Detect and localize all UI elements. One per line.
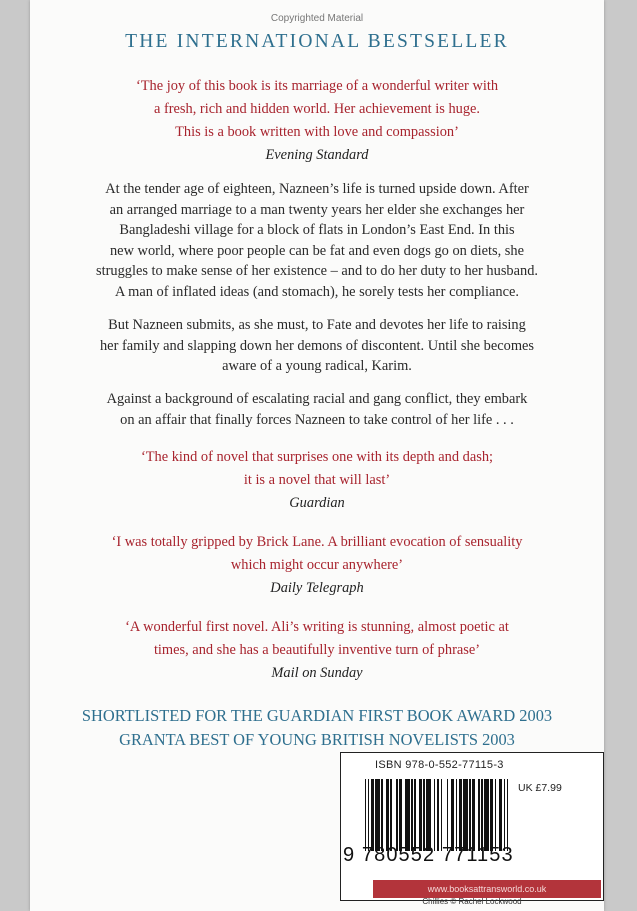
quote-line: This is a book written with love and compassion’: [175, 124, 459, 140]
quote-source: Guardian: [289, 495, 345, 511]
award-line: SHORTLISTED FOR THE GUARDIAN FIRST BOOK AWARD 2003: [81, 706, 553, 725]
quote-line: a fresh, rich and hidden world. Her achievement is huge.: [153, 101, 481, 117]
blurb-paragraph-2: [30, 315, 604, 377]
blurb-line: But Nazneen submits, as she must, to Fate and devotes her life to raising: [108, 317, 526, 333]
cover-credit: Chillies © Rachel Lockwood: [422, 897, 522, 906]
quote-source: Daily Telegraph: [270, 580, 364, 596]
blurb-line: new world, where poor people can be fat and even dogs go on diets, she: [109, 242, 524, 259]
barcode-bars: [365, 779, 510, 851]
price-label: UK £7.99: [518, 782, 562, 794]
awards: [30, 704, 604, 752]
quote-line: it is a novel that will last’: [243, 472, 391, 488]
blurb-line: Against a background of escalating racial and gang conflict, they embark: [106, 391, 528, 407]
quote-line: ‘The kind of novel that surprises one with its depth and dash;: [140, 449, 494, 465]
barcode-box: [340, 752, 604, 901]
blurb-paragraph-3: [30, 389, 604, 430]
blurb-line: her family and slapping down her demons of discontent. Until she becomes: [99, 337, 535, 354]
copyright-note: Copyrighted Material: [270, 13, 364, 24]
review-quote-3: [30, 531, 604, 600]
quote-line: times, and she has a beautifully inventive turn of phrase’: [153, 642, 481, 658]
quote-source: Evening Standard: [265, 147, 369, 163]
blurb-line: struggles to make sense of her existence – and to do her duty to her husband.: [96, 263, 538, 279]
blurb-line: on an affair that finally forces Nazneen to take control of her life . . .: [120, 411, 514, 428]
review-quote-4: [30, 616, 604, 685]
barcode-bar: [508, 779, 509, 851]
blurb-line: an arranged marriage to a man twenty years her elder she exchanges her: [109, 201, 525, 218]
headline: THE INTERNATIONAL BESTSELLER: [125, 31, 509, 52]
quote-line: ‘The joy of this book is its marriage of a wonderful writer with: [135, 78, 499, 94]
quote-source: Mail on Sunday: [271, 665, 363, 681]
isbn-label: ISBN 978-0-552-77115-3: [375, 759, 504, 771]
blurb-line: Bangladeshi village for a block of flats in London’s East End. In this: [119, 222, 515, 238]
review-quote-1: [30, 75, 604, 167]
quote-line: ‘I was totally gripped by Brick Lane. A brilliant evocation of sensuality: [111, 534, 523, 550]
blurb-paragraph-1: [30, 179, 604, 302]
blurb-line: A man of inflated ideas (and stomach), he sorely tests her compliance.: [114, 283, 519, 300]
barcode-digits: 9 780552 771153: [343, 844, 514, 866]
award-line: GRANTA BEST OF YOUNG BRITISH NOVELISTS 2003: [119, 730, 515, 749]
quote-line: ‘A wonderful first novel. Ali’s writing is stunning, almost poetic at: [125, 619, 509, 635]
blurb-line: aware of a young radical, Karim.: [222, 358, 412, 374]
review-quote-2: [30, 446, 604, 515]
quote-line: which might occur anywhere’: [230, 557, 404, 573]
publisher-url: www.booksattransworld.co.uk: [373, 880, 601, 898]
blurb-line: At the tender age of eighteen, Nazneen’s life is turned upside down. After: [105, 181, 529, 197]
